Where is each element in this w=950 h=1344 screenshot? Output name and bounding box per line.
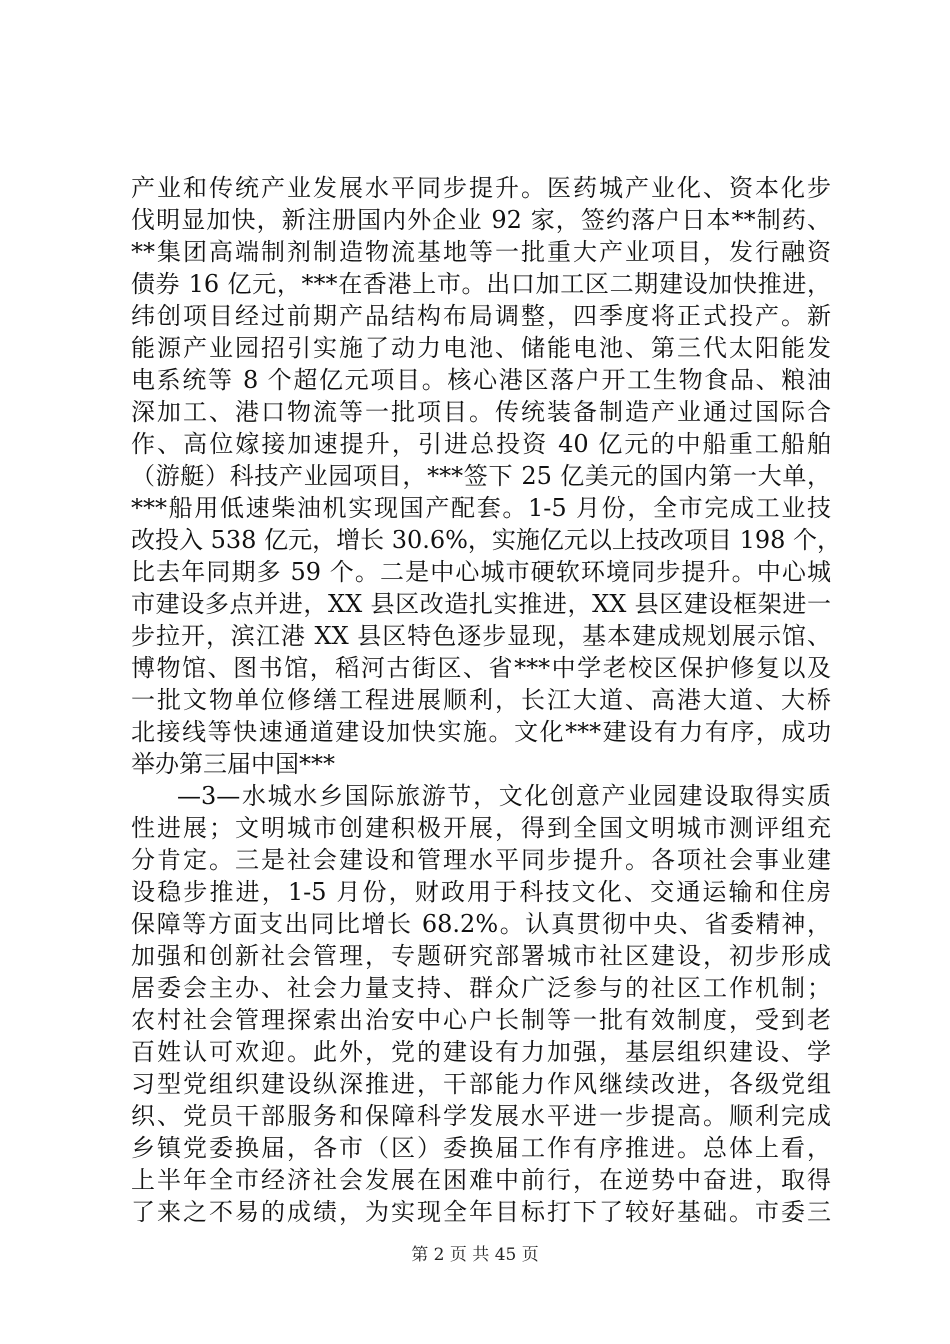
text-line: **集团高端制剂制造物流基地等一批重大产业项目，发行融资 — [131, 238, 831, 266]
text-line: 习型党组织建设纵深推进，干部能力作风继续改进，各级党组 — [131, 1070, 831, 1098]
text-line: 债券 16 亿元，***在香港上市。出口加工区二期建设加快推进， — [131, 270, 831, 298]
text-line: 北接线等快速通道建设加快实施。文化***建设有力有序，成功 — [131, 718, 831, 746]
text-line: 伐明显加快，新注册国内外企业 92 家，签约落户日本**制药、 — [131, 206, 831, 234]
text-line: 市建设多点并进，XX 县区改造扎实推进，XX 县区建设框架进一 — [131, 590, 831, 618]
text-line: 保障等方面支出同比增长 68.2%。认真贯彻中央、省委精神， — [131, 910, 831, 938]
body-text — [131, 172, 842, 1228]
text-line: 农村社会管理探索出治安中心户长制等一批有效制度，受到老 — [131, 1006, 831, 1034]
text-line: 作、高位嫁接加速提升，引进总投资 40 亿元的中船重工船舶 — [131, 430, 831, 458]
text-line: 了来之不易的成绩，为实现全年目标打下了较好基础。市委三 — [131, 1198, 831, 1226]
text-line: 比去年同期多 59 个。二是中心城市硬软环境同步提升。中心城 — [131, 558, 831, 586]
text-line: 居委会主办、社会力量支持、群众广泛参与的社区工作机制； — [131, 974, 831, 1002]
text-line: 深加工、港口物流等一批项目。传统装备制造产业通过国际合 — [131, 398, 831, 426]
text-line: 上半年全市经济社会发展在困难中前行，在逆势中奋进，取得 — [131, 1166, 831, 1194]
text-line: 设稳步推进，1-5 月份，财政用于科技文化、交通运输和住房 — [131, 878, 831, 906]
text-line: 百姓认可欢迎。此外，党的建设有力加强，基层组织建设、学 — [131, 1038, 831, 1066]
text-line: 纬创项目经过前期产品结构布局调整，四季度将正式投产。新 — [131, 302, 831, 330]
text-line: 分肯定。三是社会建设和管理水平同步提升。各项社会事业建 — [131, 846, 831, 874]
text-line: 步拉开，滨江港 XX 县区特色逐步显现，基本建成规划展示馆、 — [131, 622, 831, 650]
text-line: —3—水城水乡国际旅游节，文化创意产业园建设取得实质 — [177, 782, 831, 810]
text-line: 织、党员干部服务和保障科学发展水平进一步提高。顺利完成 — [131, 1102, 831, 1130]
text-line: ***船用低速柴油机实现国产配套。1-5 月份，全市完成工业技 — [131, 494, 831, 522]
text-line: 举办第三届中国*** — [131, 750, 335, 778]
text-line: 乡镇党委换届，各市（区）委换届工作有序推进。总体上看， — [131, 1134, 831, 1162]
text-line: 改投入 538 亿元，增长 30.6%，实施亿元以上技改项目 198 个， — [131, 526, 842, 554]
text-line: 产业和传统产业发展水平同步提升。医药城产业化、资本化步 — [131, 174, 831, 202]
text-line: 性进展；文明城市创建积极开展，得到全国文明城市测评组充 — [131, 814, 831, 842]
text-line: 加强和创新社会管理，专题研究部署城市社区建设，初步形成 — [131, 942, 831, 970]
text-line: 能源产业园招引实施了动力电池、储能电池、第三代太阳能发 — [131, 334, 831, 362]
text-line: （游艇）科技产业园项目，***签下 25 亿美元的国内第一大单， — [131, 462, 831, 490]
text-line: 博物馆、图书馆，稻河古街区、省***中学老校区保护修复以及 — [131, 654, 831, 682]
text-line: 一批文物单位修缮工程进展顺利，长江大道、高港大道、大桥 — [131, 686, 831, 714]
text-line: 电系统等 8 个超亿元项目。核心港区落户开工生物食品、粮油 — [131, 366, 831, 394]
page-footer: 第 2 页 共 45 页 — [411, 1245, 539, 1265]
